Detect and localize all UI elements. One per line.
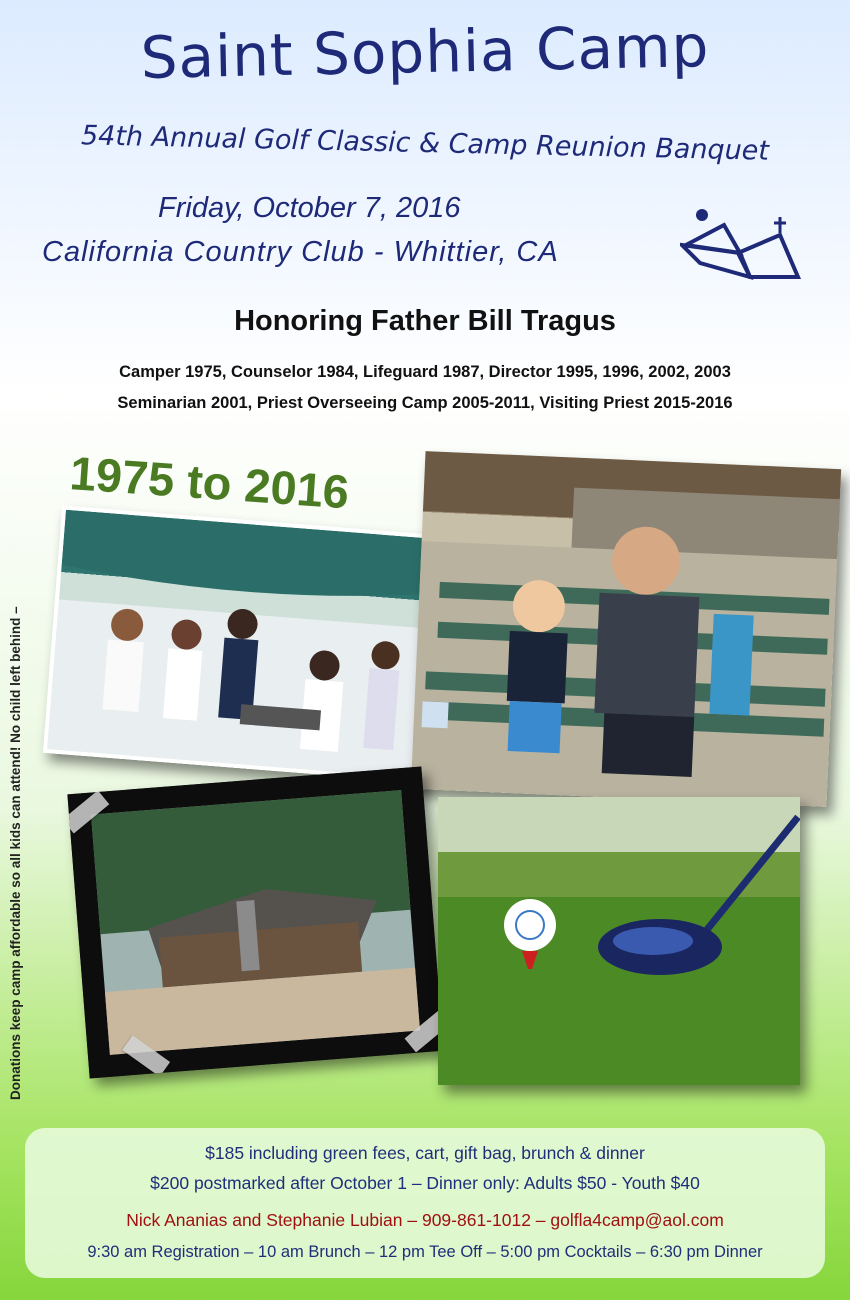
contact-line: Nick Ananias and Stephanie Lubian – 909-861-1012 – golfla4camp@aol.com (126, 1210, 724, 1230)
event-date: Friday, October 7, 2016 (158, 192, 461, 224)
lodge-illustration (67, 767, 443, 1079)
bench-illustration (411, 451, 841, 807)
event-venue: California Country Club - Whittier, CA (42, 236, 559, 268)
honoree-roles-line: Camper 1975, Counselor 1984, Lifeguard 1987, Director 1995, 1996, 2002, 2003 (119, 363, 731, 381)
photo-golf-ball-and-driver (438, 797, 800, 1085)
cookout-illustration (47, 510, 437, 778)
mountain-logo-icon (680, 205, 805, 290)
photo-priest-on-bench (411, 451, 841, 807)
schedule-line: 9:30 am Registration – 10 am Brunch – 12 pm Tee Off – 5:00 pm Cocktails – 6:30 pm Dinner (87, 1243, 763, 1261)
honoree-roles-line: Seminarian 2001, Priest Overseeing Camp 2005-2011, Visiting Priest 2015-2016 (117, 394, 733, 412)
photo-camp-lodge (67, 767, 443, 1079)
donation-side-note: Donations keep camp affordable so all kids can attend! No child left behind – (8, 606, 23, 1100)
dinner-price-line: $200 postmarked after October 1 – Dinner only: Adults $50 - Youth $40 (150, 1173, 700, 1193)
price-line: $185 including green fees, cart, gift bag, brunch & dinner (205, 1143, 645, 1163)
years-range-heading: 1975 to 2016 (68, 446, 351, 519)
honoree-heading: Honoring Father Bill Tragus (234, 305, 616, 337)
photo-camp-cookout (43, 505, 441, 782)
page-title: Saint Sophia Camp (139, 12, 711, 92)
event-subtitle: 54th Annual Golf Classic & Camp Reunion Banquet (80, 120, 770, 167)
golf-illustration (438, 797, 800, 1085)
